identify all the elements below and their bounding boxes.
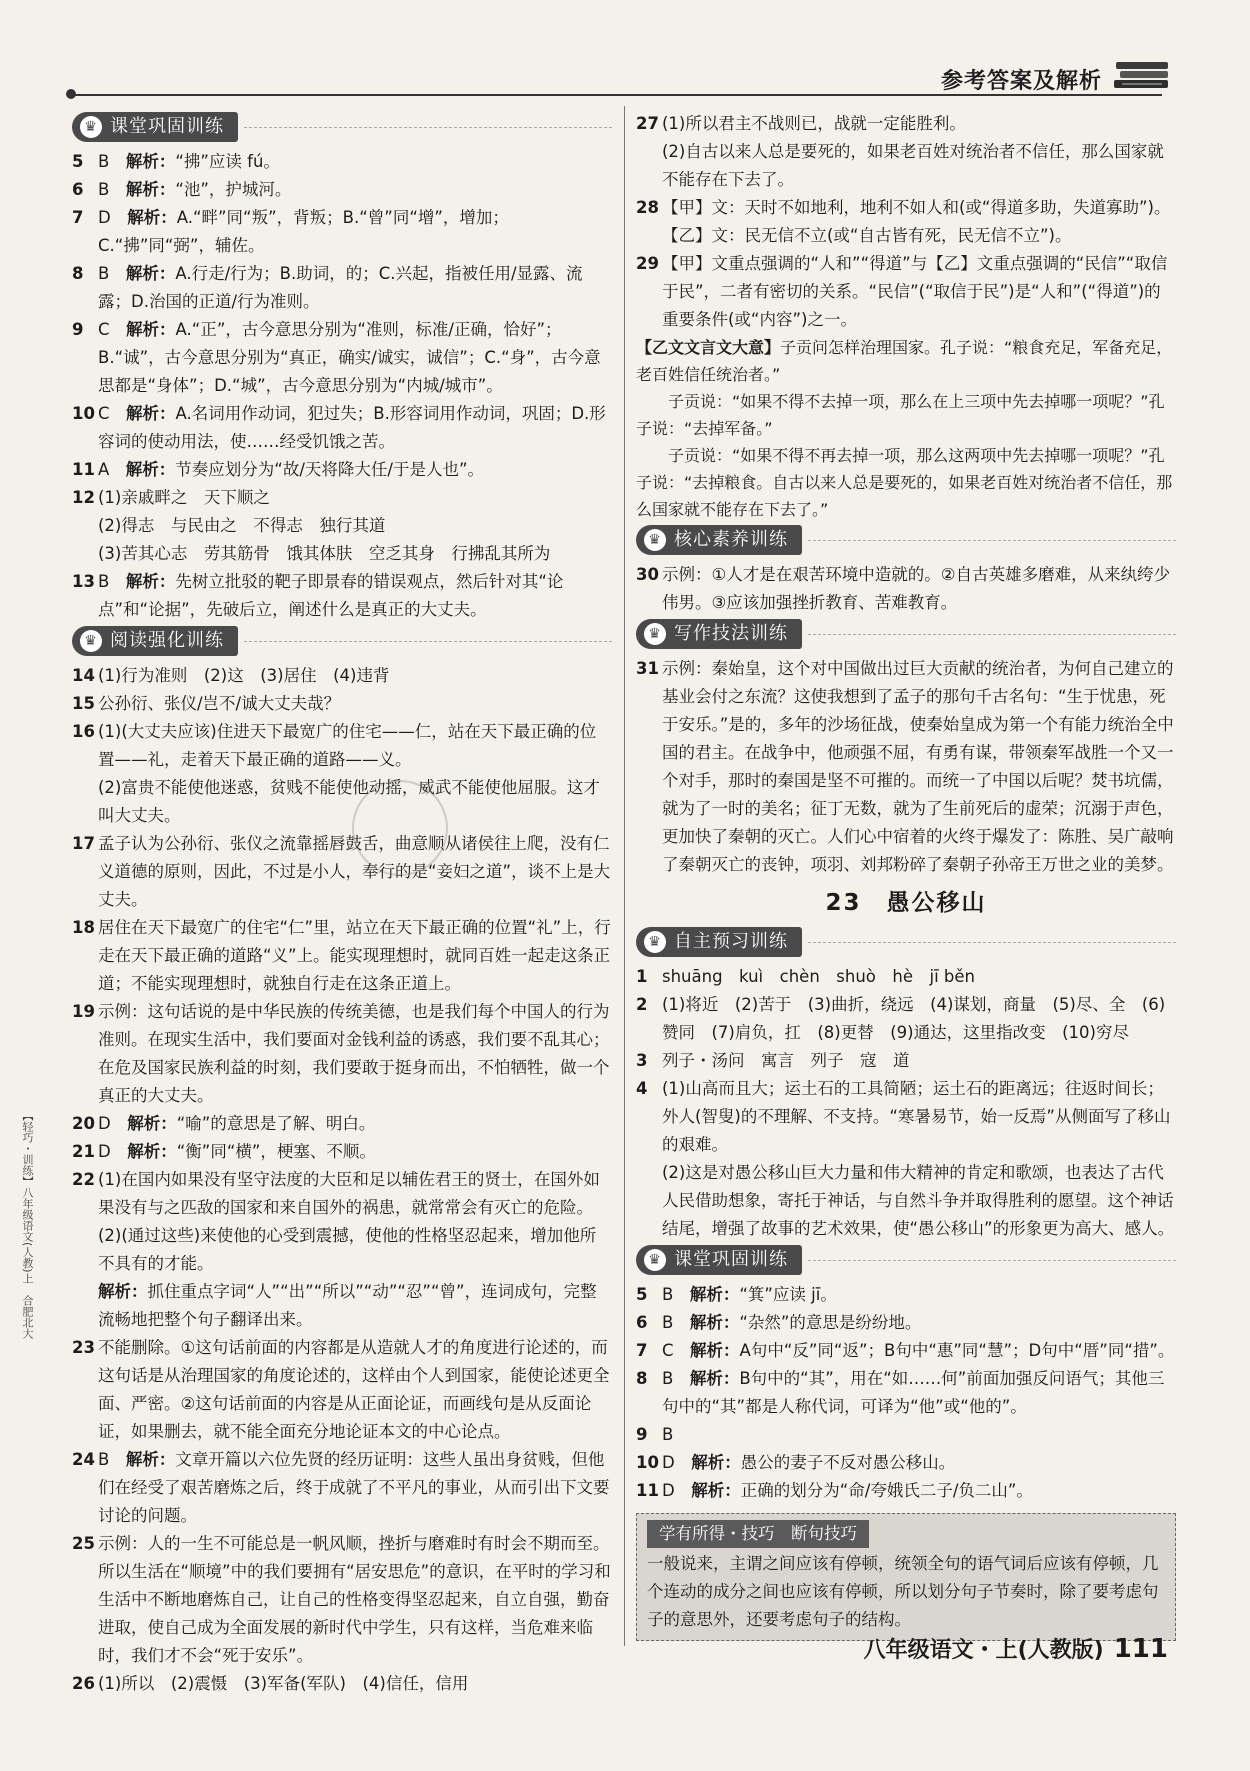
answer-item: 30 示例：①人才是在艰苦环境中造就的。②自古英雄多磨难，从来纨绔少伟男。③应该加强挫折教育、苦难教育。 <box>636 565 1171 612</box>
answer-item: 4 (1)山高而且大；运土石的工具简陋；运土石的距离远；往返时间长；外人(智叟)的不理解、不支持。“寒暑易节，始一反焉”从侧面写了移山的艰难。 (2)这是对愚公移山巨大力量和伟大精神的肯定和歌颂，也表达了古代人民借助想象，寄托于神话，与自然斗争并取得胜利的愿望。这个神话结尾，增强了故事的艺术效果，使“愚公移山”的形象更为高大、感人。 <box>636 1079 1175 1238</box>
answer-item: 10 C 解析：A.名词用作动词，犯过失；B.形容词用作动词，巩固；D.形容词的使动用法，使……经受饥饿之苦。 <box>72 404 606 451</box>
answer-item: 17 孟子认为公孙衍、张仪之流靠摇唇鼓舌，曲意顺从诸侯往上爬，没有仁义道德的原则，因此，不过是小人，奉行的是“妾妇之道”，谈不上是大丈夫。 <box>72 834 611 909</box>
section-title: 阅读强化训练 <box>110 630 224 651</box>
lesson-title: 23 愚公移山 <box>825 890 987 916</box>
answer-item: 8 B 解析：B句中的“其”，用在“如……何”前面加强反问语气；其他三句中的“其”都是人称代词，可译为“他”或“他的”。 <box>636 1369 1165 1416</box>
page-header <box>72 58 1172 98</box>
crown-icon: ♛ <box>644 1249 666 1271</box>
section-title: 课堂巩固训练 <box>110 116 224 137</box>
answer-item: 31 示例：秦始皇，这个对中国做出过巨大贡献的统治者，为何自己建立的基业会付之东流？这使我想到了孟子的那句千古名句：“生于忧患，死于安乐。”是的，多年的沙场征战，使秦始皇成为第一个有能力统治全中国的君主。在战争中，他顽强不屈，有勇有谋，带领秦军战胜一个又一个对手，那时的秦国是坚不可摧的。而统一了中国以后呢？焚书坑儒，就为了一时的美名；征丁无数，就为了生前死后的虚荣；沉溺于声色，更加快了秦朝的灭亡。人们心中宿着的火终于爆发了：陈胜、吴广敲响了秦朝灭亡的丧钟，项羽、刘邦粉碎了秦朝子孙帝王万世之业的美梦。 <box>636 659 1174 874</box>
answer-item: 10 D 解析：愚公的妻子不反对愚公移山。 <box>636 1453 956 1472</box>
answer-item: 8 B 解析：A.行走/行为；B.助词，的；C.兴起，指被任用/显露、流露；D.治国的正道/行为准则。 <box>72 264 583 311</box>
section-heading <box>636 619 1176 649</box>
answer-item: 2 (1)将近 (2)苦于 (3)曲折，绕远 (4)谋划，商量 (5)尽、全 (6)赞同 (7)肩负，扛 (8)更替 (9)通达，这里指改变 (10)穷尽 <box>636 995 1166 1042</box>
page-footer <box>864 1633 1168 1664</box>
header-dot <box>66 89 76 99</box>
crown-icon: ♛ <box>644 623 666 645</box>
crown-icon: ♛ <box>644 529 666 551</box>
left-column <box>72 110 612 1698</box>
section-title: 核心素养训练 <box>674 529 788 550</box>
tip-body: 一般说来，主谓之间应该有停顿，统领全句的语气词后应该有停顿，几个连动的成分之间也应该有停顿，所以划分句子节奏时，除了要考虑句子的意思外，还要考虑句子的结构。 <box>647 1554 1159 1629</box>
answer-item: 20 D 解析：“喻”的意思是了解、明白。 <box>72 1114 376 1133</box>
section-heading <box>636 1245 1176 1275</box>
answer-item: 9 C 解析：A.“正”，古今意思分别为“准则，标准/正确，恰好”；B.“诚”，古今意思分别为“真正，确实/诚实，诚信”；C.“身”，古今意思都是“身体”；D.“城”，古今意思分别为“内城/城市”。 <box>72 320 601 395</box>
section-title: 课堂巩固训练 <box>674 1249 788 1270</box>
answer-item: 1 shuāng kuì chèn shuò hè jī běn <box>636 967 975 986</box>
section-heading <box>72 626 612 656</box>
answer-item: 25 示例：人的一生不可能总是一帆风顺，挫折与磨难时有时会不期而至。所以生活在“顺境”中的我们要拥有“居安思危”的意识，在平时的学习和生活中不断地磨炼自己，让自己的性格变得坚忍起来，自立自强，勤奋进取，使自己成为全面发展的新时代中学生，只有这样，当危难来临时，我们才不会“死于安乐”。 <box>72 1534 611 1665</box>
section-heading <box>72 112 612 142</box>
answer-item: 7 C 解析：A句中“反”同“返”；B句中“惠”同“慧”；D句中“厝”同“措”。 <box>636 1341 1175 1360</box>
crown-icon: ♛ <box>80 630 102 652</box>
answer-item: 6 B 解析：“池”，护城河。 <box>72 180 292 199</box>
answer-item: 24 B 解析：文章开篇以六位先贤的经历证明：这些人虽出身贫贱，但他们在经受了艰苦磨炼之后，终于成就了不平凡的事业，从而引出下文要讨论的问题。 <box>72 1450 610 1525</box>
section-title: 写作技法训练 <box>674 623 788 644</box>
answer-item: 9 B <box>636 1425 674 1444</box>
answer-item: 28 【甲】文：天时不如地利，地利不如人和(或“得道多助，失道寡助”)。【乙】文：民无信不立(或“自古皆有死，民无信不立”)。 <box>636 198 1171 245</box>
crown-icon: ♛ <box>644 931 666 953</box>
classical-text-gist: 子贡说：“如果不得不去掉一项，那么在上三项中先去掉哪一项呢？”孔子说：“去掉军备。” <box>636 392 1165 438</box>
answer-item: 5 B 解析：“拂”应读 fú。 <box>72 152 280 171</box>
answer-item: 29 【甲】文重点强调的“人和”“得道”与【乙】文重点强调的“民信”“取信于民”，二者有密切的关系。“民信”(“取信于民”)是“人和”(“得道”)的重要条件(或“内容”)之一。 <box>636 254 1168 329</box>
answer-item: 7 D 解析：A.“畔”同“叛”，背叛；B.“曾”同“增”，增加；C.“拂”同“弼”，辅佐。 <box>72 208 509 255</box>
answer-item: 19 示例：这句话说的是中华民族的传统美德，也是我们每个中国人的行为准则。在现实生活中，我们要面对金钱利益的诱惑，我们要不乱其心；在危及国家民族利益的时刻，我们要敢于挺身而出，不怕牺牲，做一个真正的大丈夫。 <box>72 1002 610 1105</box>
answer-item: 23 不能删除。①这句话前面的内容都是从造就人才的角度进行论述的，而这句话是从治理国家的角度论述的，这样由个人到国家，能使论述更全面、严密。②这句话前面的内容是从正面论证，而画线句是从反面论证，如果删去，就不能全面充分地论证本文的中心论点。 <box>72 1338 610 1441</box>
answer-item: 15 公孙衍、张仪/岂不/诚大丈夫哉？ <box>72 694 341 713</box>
section-heading <box>636 927 1176 957</box>
right-column <box>636 110 1176 1641</box>
answer-item: 5 B 解析：“箕”应读 jī。 <box>636 1285 837 1304</box>
answer-item: 12 (1)亲戚畔之 天下顺之 (2)得志 与民由之 不得志 独行其道 (3)苦其心志 劳其筋骨 饿其体肤 空乏其身 行拂乱其所为 <box>72 488 551 563</box>
page-number: 111 <box>1113 1634 1168 1664</box>
answer-item: 14 (1)行为准则 (2)这 (3)居住 (4)违背 <box>72 666 390 685</box>
answer-item: 11 A 解析：节奏应划分为“故/天将降大任/于是人也”。 <box>72 460 485 479</box>
watermark-stamp <box>352 780 448 876</box>
footer-label: 八年级语文・上(人教版) <box>863 1638 1104 1663</box>
answer-item: 16 (1)(大丈夫应该)住进天下最宽广的住宅——仁，站在天下最正确的位置——礼，走着天下最正确的道路——义。 (2)富贵不能使他迷惑，贫贱不能使他动摇，威武不能使他屈服。这才叫大丈夫。 <box>72 722 600 825</box>
answer-item: 21 D 解析：“衡”同“横”，梗塞、不顺。 <box>72 1142 376 1161</box>
side-note: 【轻巧・训练】八年级语文(人教)上 合肥北大 <box>21 1110 34 1339</box>
answer-item: 6 B 解析：“杂然”的意思是纷纷地。 <box>636 1313 922 1332</box>
tip-heading: 学有所得・技巧 断句技巧 <box>647 1520 869 1548</box>
classical-text-gist: 子贡说：“如果不得不再去掉一项，那么这两项中先去掉哪一项呢？”孔子说：“去掉粮食。自古以来人总是要死的，如果老百姓对统治者不信任，那么国家就不能存在下去了。” <box>636 446 1173 519</box>
answer-item: 18 居住在天下最宽广的住宅“仁”里，站立在天下最正确的位置“礼”上，行走在天下最正确的道路“义”上。能实现理想时，就同百姓一起走这条正道；不能实现理想时，就独自行走在这条正道上。 <box>72 918 611 993</box>
column-divider <box>624 106 625 1646</box>
header-rule <box>72 94 1162 96</box>
answer-item: 26 (1)所以 (2)震慑 (3)军备(军队) (4)信任，信用 <box>72 1674 469 1693</box>
answer-item: 27 (1)所以君主不战则已，战就一定能胜利。 (2)自古以来人总是要死的，如果老百姓对统治者不信任，那么国家就不能存在下去了。 <box>636 114 1164 189</box>
section-title: 自主预习训练 <box>674 931 788 952</box>
classical-text-gist: 【乙文文言文大意】子贡问怎样治理国家。孔子说：“粮食充足，军备充足，老百姓信任统治者。” <box>636 338 1173 384</box>
answer-item: 11 D 解析：正确的划分为“命/夸娥氏二子/负二山”。 <box>636 1481 1033 1500</box>
books-icon <box>1114 58 1172 94</box>
section-heading <box>636 525 1176 555</box>
answer-item: 3 列子・汤问 寓言 列子 寇 道 <box>636 1051 910 1070</box>
crown-icon: ♛ <box>80 116 102 138</box>
answer-item: 13 B 解析：先树立批驳的靶子即景春的错误观点，然后针对其“论点”和“论据”，先破后立，阐述什么是真正的大丈夫。 <box>72 572 564 619</box>
answer-item: 22 (1)在国内如果没有坚守法度的大臣和足以辅佐君王的贤士，在国外如果没有与之匹敌的国家和来自国外的祸患，就常常会有灭亡的危险。 (2)(通过这些)来使他的心受到震撼，使他的性格坚忍起来，增加他所不具有的才能。 解析：抓住重点字词“人”“出”“所以”“动”“忍”“曾”，连词成句，完整流畅地把整个句子翻译出来。 <box>72 1170 600 1329</box>
header-title: 参考答案及解析 <box>940 69 1102 94</box>
tip-box <box>636 1513 1176 1641</box>
